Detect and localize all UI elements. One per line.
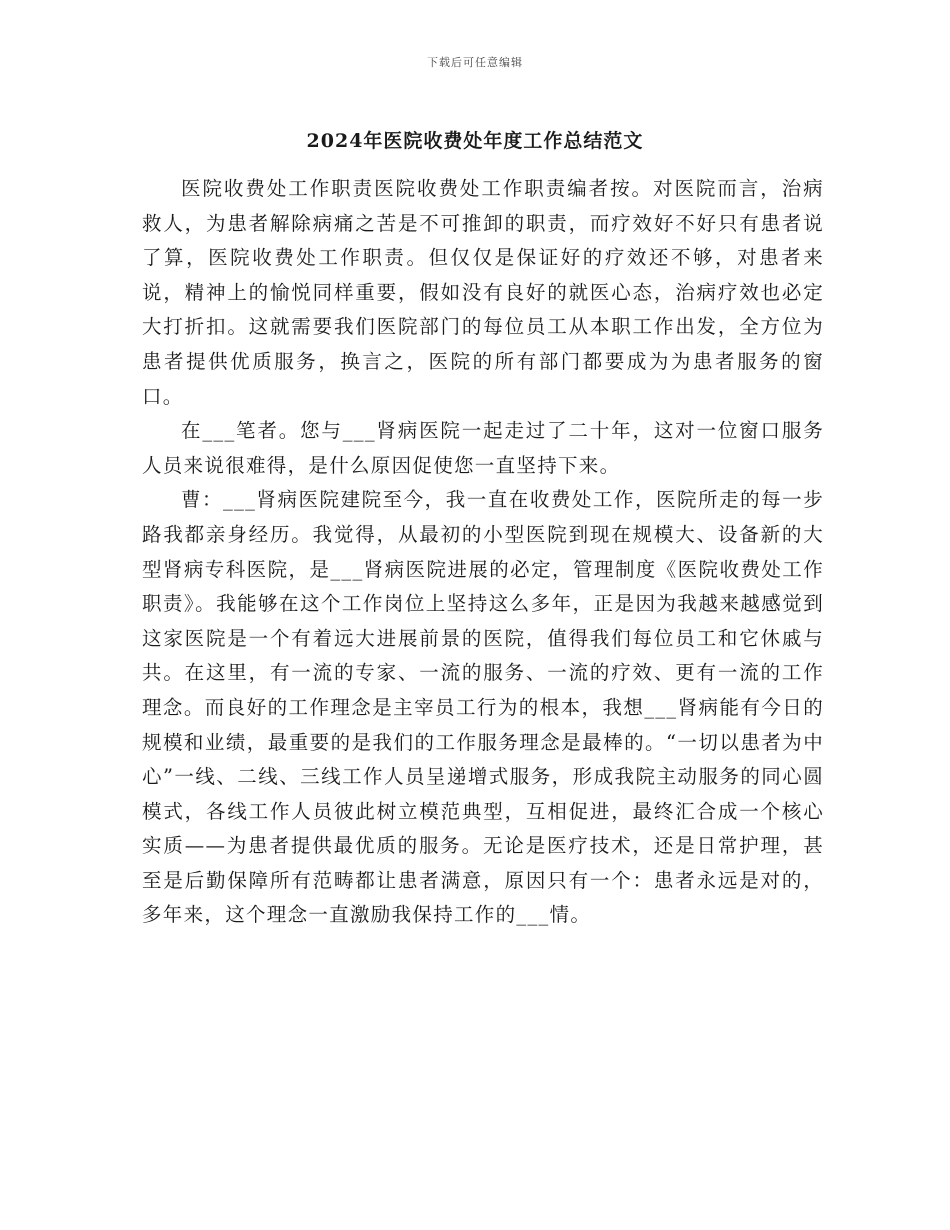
paragraph-intro: 医院收费处工作职责医院收费处工作职责编者按。对医院而言，治病救人，为患者解除病痛之苦是不可推卸的职责，而疗效好不好只有患者说了算，医院收费处工作职责。但仅仅是保证好的疗效还不够，对患者来说，精神上的愉悦同样重要，假如没有良好的就医心态，治病疗效也必定大打折扣。这就需要我们医院部门的每位员工从本职工作出发，全方位为患者提供优质服务，换言之，医院的所有部门都要成为为患者服务的窗口。 — [142, 177, 824, 408]
document-title: 2024年医院收费处年度工作总结范文 — [306, 130, 644, 152]
paragraph-answer: 曹：___肾病医院建院至今，我一直在收费处工作，医院所走的每一步路我都亲身经历。我觉得，从最初的小型医院到现在规模大、设备新的大型肾病专科医院，是___肾病医院进展的必定，管理制度《医院收费处工作职责》。我能够在这个工作岗位上坚持这么多年，正是因为我越来越感觉到这家医院是一个有着远大进展前景的医院，值得我们每位员工和它休戚与共。在这里，有一流的专家、一流的服务、一流的疗效、更有一流的工作理念。而良好的工作理念是主宰员工行为的根本，我想___肾病能有今日的规模和业绩，最重要的是我们的工作服务理念是最棒的。“一切以患者为中心”一线、二线、三线工作人员呈递增式服务，形成我院主动服务的同心圆模式，各线工作人员彼此树立模范典型，互相促进，最终汇合成一个核心实质——为患者提供最优质的服务。无论是医疗技术，还是日常护理，甚至是后勤保障所有范畴都让患者满意，原因只有一个：患者永远是对的，多年来，这个理念一直激励我保持工作的___情。 — [142, 488, 824, 927]
paragraph-question: 在___笔者。您与___肾病医院一起走过了二十年，这对一位窗口服务人员来说很难得，是什么原因促使您一直坚持下来。 — [142, 419, 824, 477]
document-body — [142, 172, 824, 933]
header-note: 下载后可任意编辑 — [427, 56, 523, 69]
